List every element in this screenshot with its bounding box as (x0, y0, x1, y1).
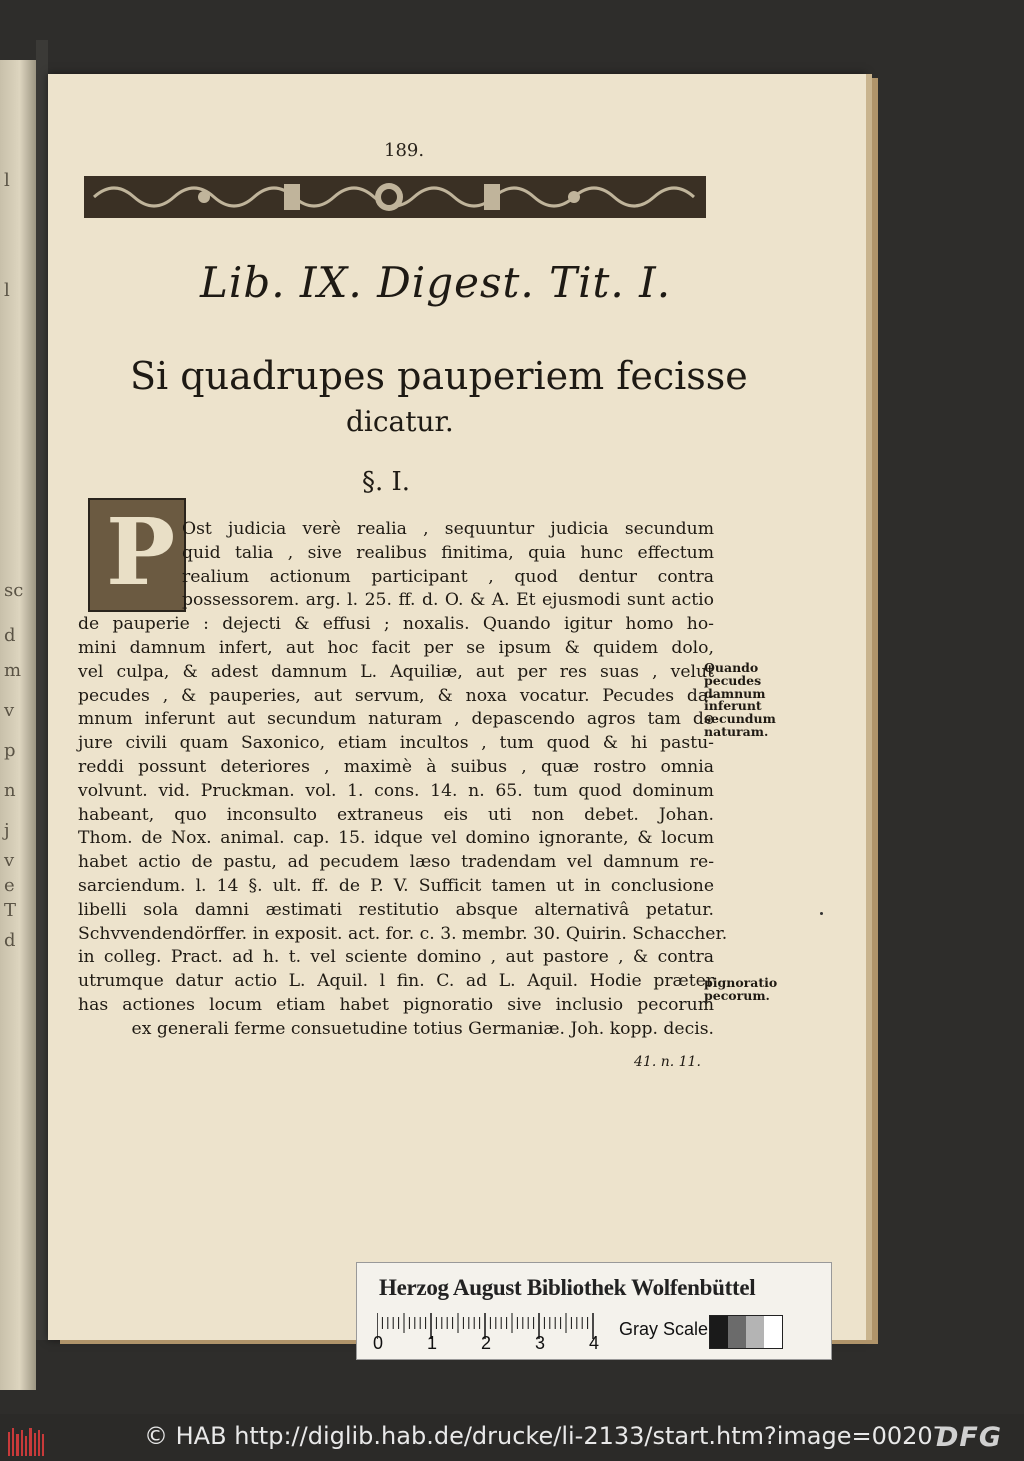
ink-speck (820, 912, 823, 915)
text-line: utrumque datur actio L. Aquil. l fin. C. ad L. Aquil. Hodie præter (78, 971, 714, 992)
margin-note-line: Quando (704, 660, 759, 675)
gray-scale-swatches (709, 1315, 783, 1349)
margin-note-line: pecudes (704, 672, 762, 688)
swatch (728, 1316, 746, 1348)
catchword: 41. n. 11. (634, 1054, 701, 1070)
text-line: habet actio de pastu, ad pecudem læso tradendam vel damnum re- (78, 852, 714, 873)
permalink-text[interactable]: © HAB http://diglib.hab.de/drucke/li-2133/start.htm?image=00207 (144, 1422, 948, 1450)
text-line: possessorem. arg. l. 25. ff. d. O. & A. Et ejusmodi sunt actio (182, 590, 714, 611)
chapter-title: Lib. IX. Digest. Tit. I. (200, 258, 672, 307)
text-line: vel culpa, & adest damnum L. Aquiliæ, aut per res suas , velut (78, 661, 714, 682)
dfg-logo: DFG (936, 1422, 1003, 1453)
scanner-glass-gap (36, 40, 48, 1340)
page-number: 189. (384, 140, 425, 161)
text-line: realium actionum participant , quod dentur contra (182, 566, 714, 587)
title-line-2: dicatur. (346, 405, 454, 438)
text-line: sarciendum. l. 14 §. ult. ff. de P. V. Sufficit tamen ut in conclusione (78, 875, 714, 896)
text-line: Ost judicia verè realia , sequuntur judicia secundum (182, 519, 714, 539)
text-line: quid talia , sive realibus finitima, quia hunc effectum (182, 542, 714, 563)
text-line: libelli sola damni æstimati restitutio absque alternativâ petatur. (78, 899, 714, 920)
margin-note-line: naturam. (704, 723, 769, 739)
text-line: mnum inferunt aut secundum naturam , depascendo agros tam de (78, 709, 714, 730)
viewer-footer (0, 1414, 1024, 1461)
library-name: Herzog August Bibliothek Wolfenbüttel (379, 1275, 756, 1300)
margin-note-line: inferunt (704, 698, 762, 714)
gray-scale-label: Gray Scale (619, 1319, 709, 1339)
text-line: reddi possunt deteriores , maximè à suibus , quæ rostro omnia (78, 756, 714, 777)
margin-note-line: pecorum. (704, 988, 770, 1003)
ruler-number: 3 (535, 1333, 546, 1353)
body-text (78, 518, 728, 1042)
adjacent-page-sliver: l l sc d m v p n j v e T d (0, 60, 36, 1390)
text-line: has actiones locum etiam habet pignoratio sive inclusio pecorum (78, 994, 714, 1015)
ruler-number: 4 (589, 1333, 600, 1353)
margin-note-line: damnum (704, 685, 766, 701)
swatch (746, 1316, 764, 1348)
swatch (764, 1316, 782, 1348)
text-line: Thom. de Nox. animal. cap. 15. idque vel domino ignorante, & locum (78, 828, 714, 849)
ruler-numbers (373, 1333, 613, 1353)
text-line: mini damnum infert, aut hoc facit per se ipsum & quidem dolo, (78, 637, 714, 658)
section-heading: §. I. (362, 467, 411, 497)
title-line-1: Si quadrupes pauperiem fecisse (130, 354, 748, 398)
text-line: in colleg. Pract. ad h. t. vel sciente domino , aut pastore , & contra (78, 947, 714, 968)
margin-note-pignoratio (704, 976, 777, 1002)
margin-note-line: secundum (704, 711, 776, 727)
text-line: volvunt. vid. Pruckman. vol. 1. cons. 14. n. 65. tum quod dominum (78, 780, 714, 801)
swatch (710, 1316, 728, 1348)
ruler-number: 0 (373, 1333, 384, 1353)
text-line: pecudes , & pauperies, aut servum, & noxa vocatur. Pecudes da- (78, 685, 714, 706)
ruler-number: 2 (481, 1333, 492, 1353)
margin-note-line: pignoratio (704, 975, 778, 990)
ruler-number: 1 (427, 1333, 438, 1353)
text-line: jure civili quam Saxonico, etiam incultos , tum quod & hi pastu- (78, 733, 714, 754)
initial-letter: P (106, 498, 176, 606)
text-line: Schvvendendörffer. in exposit. act. for. c. 3. membr. 30. Quirin. Schaccher. (78, 923, 728, 944)
text-line: de pauperie : dejecti & effusi ; noxalis. Quando igitur homo ho- (78, 614, 714, 635)
text-line: habeant, quo inconsulto extraneus eis uti non debet. Johan. (78, 804, 714, 825)
text-line: ex generali ferme consuetudine totius Germaniæ. Joh. kopp. decis. (131, 1018, 714, 1039)
margin-note-quando (704, 662, 814, 739)
barcode-icon (8, 1428, 44, 1456)
decorative-headpiece (84, 172, 706, 222)
color-reference-card (356, 1262, 832, 1360)
